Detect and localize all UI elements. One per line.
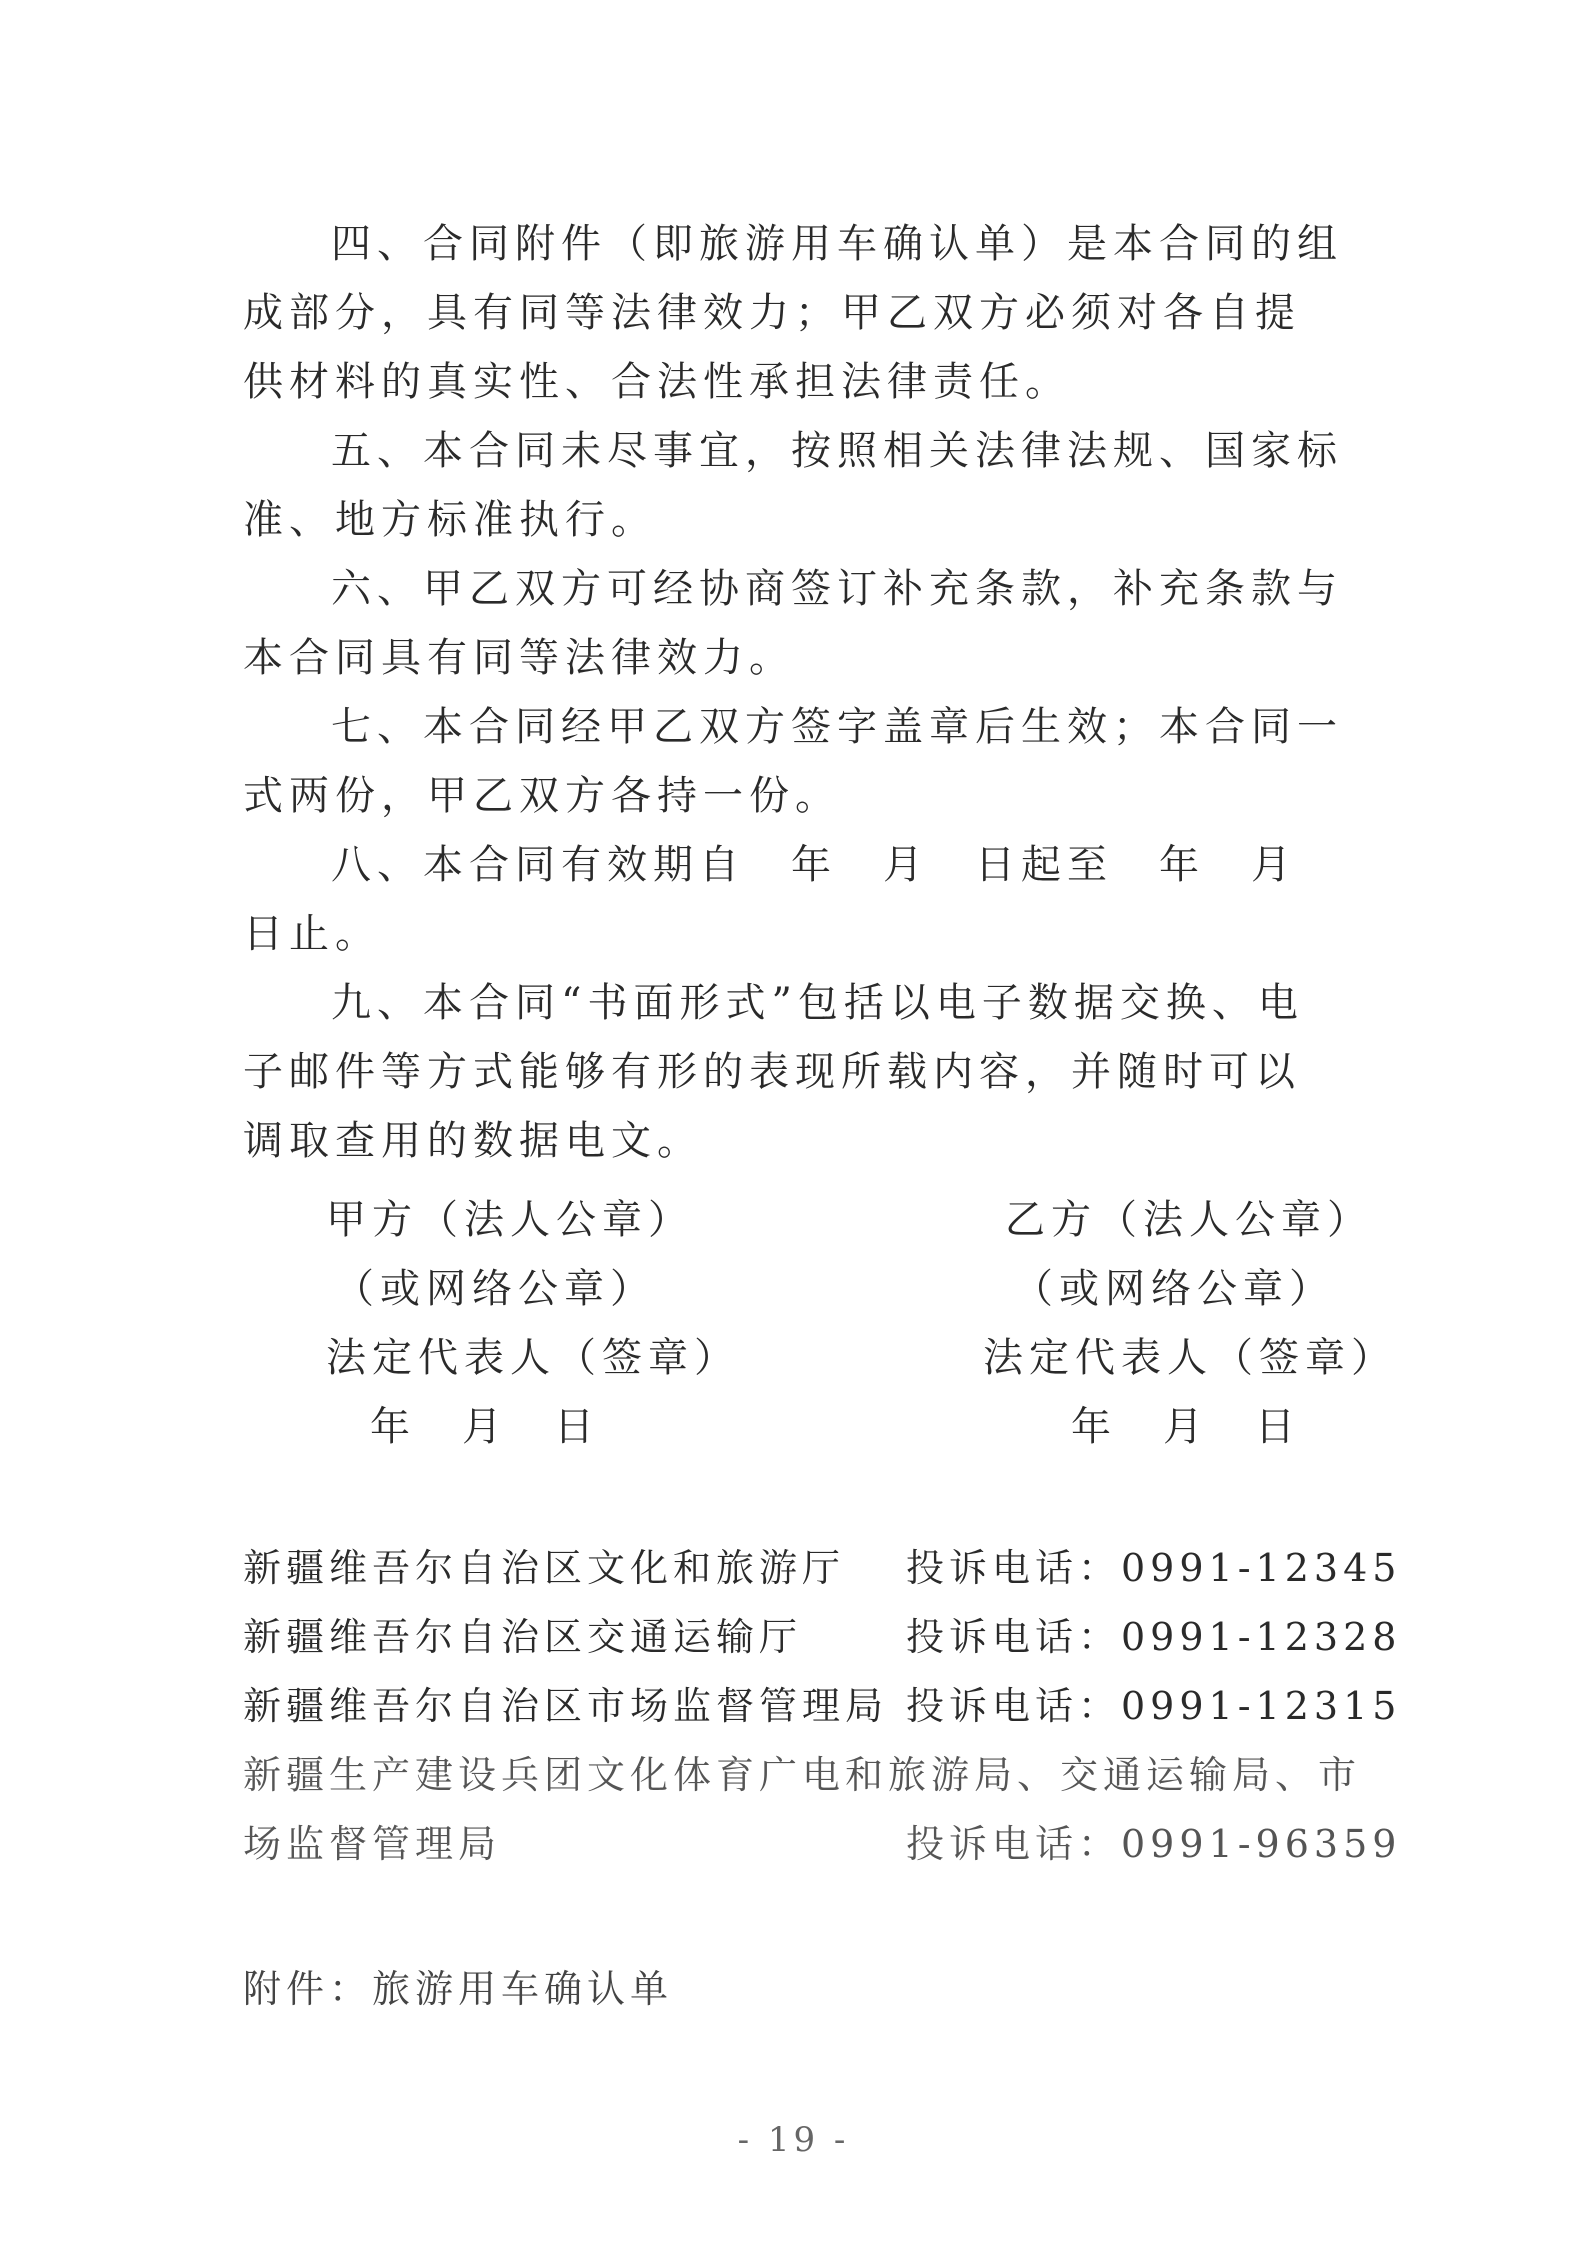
attachment-note: 附件：旅游用车确认单 bbox=[243, 1967, 674, 2011]
party-b-network-seal: （或网络公章） bbox=[1013, 1266, 1335, 1312]
complaint-row bbox=[243, 1603, 1402, 1672]
clause-6: 六、甲乙双方可经协商签订补充条款，补充条款与本合同具有同等法律效力。 bbox=[243, 566, 1343, 681]
party-b-date: 年 月 日 bbox=[1071, 1404, 1301, 1450]
party-a-seal: 甲方（法人公章） bbox=[326, 1197, 694, 1243]
complaint-row-bingtuan-line1 bbox=[243, 1741, 1362, 1810]
party-b-seal: 乙方（法人公章） bbox=[1005, 1197, 1373, 1243]
complaint-row bbox=[243, 1672, 1402, 1741]
complaint-hotlines bbox=[243, 1534, 1402, 1879]
clause-4: 四、合同附件（即旅游用车确认单）是本合同的组成部分，具有同等法律效力；甲乙双方必须对各自提供材料的真实性、合法性承担法律责任。 bbox=[243, 221, 1343, 405]
bingtuan-org-line1: 新疆生产建设兵团文化体育广电和旅游局、交通运输局、市 bbox=[243, 1753, 1362, 1797]
complaint-row-bingtuan-line2 bbox=[243, 1810, 1402, 1879]
complaint-org: 新疆维吾尔自治区市场监督管理局 bbox=[243, 1684, 889, 1728]
complaint-row bbox=[243, 1534, 1402, 1603]
contract-clauses bbox=[243, 210, 1343, 1176]
party-a-network-seal: （或网络公章） bbox=[334, 1266, 656, 1312]
clause-8: 八、本合同有效期自 年 月 日起至 年 月 日止。 bbox=[243, 842, 1343, 957]
bingtuan-org-line2: 场监督管理局 bbox=[243, 1822, 502, 1866]
complaint-phone: 投诉电话：0991-12315 bbox=[906, 1684, 1402, 1728]
complaint-org: 新疆维吾尔自治区交通运输厅 bbox=[243, 1615, 803, 1659]
clause-9: 九、本合同“书面形式”包括以电子数据交换、电子邮件等方式能够有形的表现所载内容，并随时可以调取查用的数据电文。 bbox=[243, 980, 1304, 1164]
party-b-representative: 法定代表人（签章） bbox=[983, 1335, 1397, 1381]
clause-5: 五、本合同未尽事宜，按照相关法律法规、国家标准、地方标准执行。 bbox=[243, 428, 1343, 543]
complaint-phone: 投诉电话：0991-12328 bbox=[906, 1615, 1402, 1659]
party-b-signature-block bbox=[983, 1186, 1397, 1462]
party-a-date: 年 月 日 bbox=[370, 1404, 600, 1450]
clause-7: 七、本合同经甲乙双方签字盖章后生效；本合同一式两份，甲乙双方各持一份。 bbox=[243, 704, 1343, 819]
party-a-representative: 法定代表人（签章） bbox=[326, 1335, 740, 1381]
complaint-phone: 投诉电话：0991-12345 bbox=[906, 1546, 1402, 1590]
complaint-org: 新疆维吾尔自治区文化和旅游厅 bbox=[243, 1546, 846, 1590]
party-a-signature-block bbox=[326, 1186, 740, 1462]
page-number: - 19 - bbox=[737, 2120, 850, 2160]
bingtuan-phone: 投诉电话：0991-96359 bbox=[906, 1822, 1402, 1866]
